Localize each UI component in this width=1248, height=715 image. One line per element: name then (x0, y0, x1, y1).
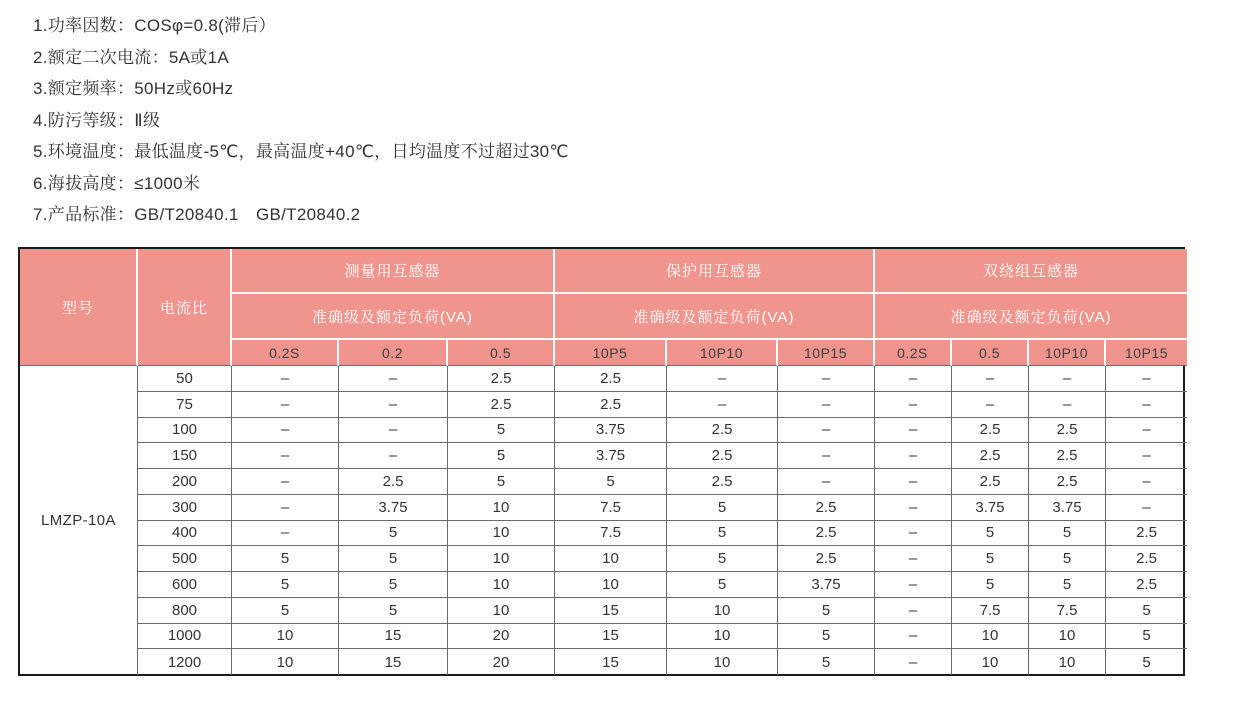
ratio-cell: 150 (138, 443, 232, 469)
value-cell: – (1029, 366, 1106, 392)
value-cell: 2.5 (448, 366, 555, 392)
value-cell: 10 (667, 649, 778, 675)
value-cell: 5 (1142, 653, 1151, 671)
value-cell: – (875, 495, 952, 521)
value-cell: – (232, 418, 339, 444)
value-cell: – (1106, 443, 1187, 469)
col-header-0p5-dual: 0.5 (952, 340, 1029, 366)
col-header-0p5-measuring: 0.5 (448, 340, 555, 366)
value-cell: 10 (448, 572, 555, 598)
value-cell: 10 (1029, 624, 1106, 650)
value-cell: 2.5 (448, 392, 555, 418)
group-header-protection: 保护用互感器 (555, 249, 875, 294)
col-header-0p2: 0.2 (339, 340, 448, 366)
ratio-cell: 75 (138, 392, 232, 418)
value-cell: 10 (448, 546, 555, 572)
value-cell: 10 (448, 521, 555, 547)
value-cell: 10 (667, 598, 778, 624)
value-cell: 2.5 (555, 366, 667, 392)
value-cell: – (952, 366, 1029, 392)
value-cell: 10 (555, 546, 667, 572)
value-cell: 15 (339, 649, 448, 675)
value-cell: – (667, 392, 778, 418)
value-cell: 2.5 (778, 546, 875, 572)
value-cell: 10 (555, 572, 667, 598)
value-cell: 2.5 (952, 418, 1029, 444)
value-cell: 10 (232, 649, 339, 675)
value-cell: 2.5 (667, 418, 778, 444)
value-cell: 5 (778, 649, 875, 675)
col-header-10p15-dual: 10P15 (1106, 340, 1187, 366)
value-cell: 5 (232, 572, 339, 598)
value-cell: – (875, 418, 952, 444)
value-cell: 10 (952, 649, 1029, 675)
value-cell: 5 (448, 469, 555, 495)
value-cell: 5 (555, 469, 667, 495)
table-row (20, 418, 1187, 444)
col-header-0p2s-measuring: 0.2S (232, 340, 339, 366)
spec-item-ambient-temp: 5.环境温度：最低温度-5℃，最高温度+40℃，日均温度不过超过30℃ (33, 142, 569, 161)
value-cell: – (339, 366, 448, 392)
value-cell: – (339, 418, 448, 444)
value-cell: 5 (952, 572, 1029, 598)
value-cell: – (339, 392, 448, 418)
spec-item-power-factor: 1.功率因数：COSφ=0.8(滞后） (33, 16, 276, 35)
value-cell: 15 (555, 598, 667, 624)
value-cell: 3.75 (778, 572, 875, 598)
value-cell: – (232, 495, 339, 521)
col-header-10p15-prot: 10P15 (778, 340, 875, 366)
ratio-cell: 300 (138, 495, 232, 521)
value-cell: 20 (448, 649, 555, 675)
value-cell: 5 (1106, 598, 1187, 624)
group-header-measuring: 测量用互感器 (232, 249, 555, 294)
value-cell: 5 (1029, 546, 1106, 572)
value-cell: 5 (232, 546, 339, 572)
value-cell: 15 (555, 649, 667, 675)
ratio-cell: 200 (138, 469, 232, 495)
ratio-cell: 1200 (138, 649, 232, 675)
value-cell: 15 (339, 624, 448, 650)
value-cell: – (875, 392, 952, 418)
col-header-10p5: 10P5 (555, 340, 667, 366)
value-cell: 5 (1106, 624, 1187, 650)
value-cell: 5 (339, 598, 448, 624)
value-cell: 2.5 (1106, 521, 1187, 547)
spec-item-pollution-class: 4.防污等级：Ⅱ级 (33, 110, 161, 130)
value-cell: – (875, 649, 952, 675)
value-cell: – (778, 418, 875, 444)
value-cell: 5 (339, 521, 448, 547)
table-row (20, 649, 1187, 675)
value-cell: 5 (339, 572, 448, 598)
value-cell: 2.5 (555, 392, 667, 418)
ratio-cell: 50 (138, 366, 232, 392)
spec-list (33, 10, 1228, 231)
value-cell: 2.5 (1106, 546, 1187, 572)
value-cell: 5 (1029, 572, 1106, 598)
group-header-dual-winding: 双绕组互感器 (875, 249, 1187, 294)
value-cell: 15 (555, 624, 667, 650)
value-cell: 2.5 (952, 443, 1029, 469)
value-cell: – (875, 624, 952, 650)
col-header-0p2s-dual: 0.2S (875, 340, 952, 366)
value-cell: – (1106, 366, 1187, 392)
value-cell: 7.5 (555, 521, 667, 547)
value-cell: 5 (778, 598, 875, 624)
ratio-cell: 1000 (138, 624, 232, 650)
table-row (20, 495, 1187, 521)
value-cell: – (875, 443, 952, 469)
value-cell: – (1106, 495, 1187, 521)
value-cell: 5 (952, 521, 1029, 547)
value-cell: 5 (667, 546, 778, 572)
table-row (20, 469, 1187, 495)
value-cell: 5 (339, 546, 448, 572)
value-cell: 3.75 (339, 495, 448, 521)
value-cell: – (778, 443, 875, 469)
value-cell: – (339, 443, 448, 469)
value-cell: 2.5 (778, 495, 875, 521)
value-cell: 10 (448, 598, 555, 624)
ratings-table-wrap (18, 247, 1185, 676)
value-cell: – (1106, 418, 1187, 444)
value-cell: 7.5 (952, 598, 1029, 624)
value-cell: 2.5 (1029, 469, 1106, 495)
value-cell: 3.75 (952, 495, 1029, 521)
value-cell: – (875, 366, 952, 392)
spec-item-frequency: 3.额定频率：50Hz或60Hz (33, 79, 234, 98)
value-cell: 2.5 (1029, 418, 1106, 444)
value-cell: – (875, 546, 952, 572)
table-row (20, 392, 1187, 418)
value-cell: – (778, 392, 875, 418)
table-row (20, 572, 1187, 598)
value-cell: 5 (448, 443, 555, 469)
value-cell: 5 (952, 546, 1029, 572)
ratio-cell: 100 (138, 418, 232, 444)
value-cell: – (232, 521, 339, 547)
value-cell: 2.5 (339, 469, 448, 495)
value-cell: 5 (232, 598, 339, 624)
value-cell: – (952, 392, 1029, 418)
value-cell: 2.5 (1106, 572, 1187, 598)
value-cell: 2.5 (778, 521, 875, 547)
value-cell: 10 (667, 624, 778, 650)
value-cell: 3.75 (1029, 495, 1106, 521)
value-cell: 5 (667, 495, 778, 521)
value-cell: – (232, 366, 339, 392)
value-cell: – (778, 366, 875, 392)
value-cell: 3.75 (555, 418, 667, 444)
value-cell: 2.5 (667, 443, 778, 469)
table-row (20, 598, 1187, 624)
value-cell: 5 (667, 521, 778, 547)
value-cell: 10 (448, 495, 555, 521)
value-cell: – (232, 443, 339, 469)
value-cell: 3.75 (555, 443, 667, 469)
ratio-cell: 600 (138, 572, 232, 598)
col-header-10p10-prot: 10P10 (667, 340, 778, 366)
col-header-model: 型号 (20, 249, 138, 366)
table-row (20, 366, 1187, 392)
value-cell: 20 (448, 624, 555, 650)
value-cell: – (1106, 469, 1187, 495)
col-header-ratio: 电流比 (138, 249, 232, 366)
ratings-table (20, 249, 1187, 675)
value-cell: 5 (1029, 521, 1106, 547)
spec-item-altitude: 6.海拔高度：≤1000米 (33, 173, 201, 193)
value-cell: 2.5 (667, 469, 778, 495)
subheader-measuring-burden: 准确级及额定负荷(VA) (232, 294, 555, 340)
ratio-cell: 500 (138, 546, 232, 572)
ratio-cell: 800 (138, 598, 232, 624)
value-cell: – (778, 469, 875, 495)
value-cell: 7.5 (1029, 598, 1106, 624)
value-cell: – (232, 469, 339, 495)
value-cell: 10 (232, 624, 339, 650)
subheader-protection-burden: 准确级及额定负荷(VA) (555, 294, 875, 340)
table-row (20, 521, 1187, 547)
value-cell: – (875, 521, 952, 547)
model-cell: LMZP-10A (20, 366, 138, 675)
value-cell: 5 (667, 572, 778, 598)
value-cell: 5 (778, 624, 875, 650)
value-cell: 2.5 (952, 469, 1029, 495)
value-cell: – (232, 392, 339, 418)
value-cell: 5 (448, 418, 555, 444)
value-cell: – (875, 469, 952, 495)
value-cell: 7.5 (555, 495, 667, 521)
value-cell: – (875, 598, 952, 624)
table-row (20, 443, 1187, 469)
subheader-dual-burden: 准确级及额定负荷(VA) (875, 294, 1187, 340)
value-cell: 2.5 (1029, 443, 1106, 469)
table-row (20, 546, 1187, 572)
value-cell: – (667, 366, 778, 392)
value-cell: 10 (952, 624, 1029, 650)
value-cell: – (875, 572, 952, 598)
spec-item-secondary-current: 2.额定二次电流：5A或1A (33, 47, 229, 67)
table-row (20, 624, 1187, 650)
value-cell: – (1106, 392, 1187, 418)
value-cell: 10 (1029, 649, 1106, 675)
value-cell: – (1029, 392, 1106, 418)
spec-item-standard: 7.产品标准：GB/T20840.1 GB/T20840.2 (33, 205, 361, 224)
ratio-cell: 400 (138, 521, 232, 547)
col-header-10p10-dual: 10P10 (1029, 340, 1106, 366)
